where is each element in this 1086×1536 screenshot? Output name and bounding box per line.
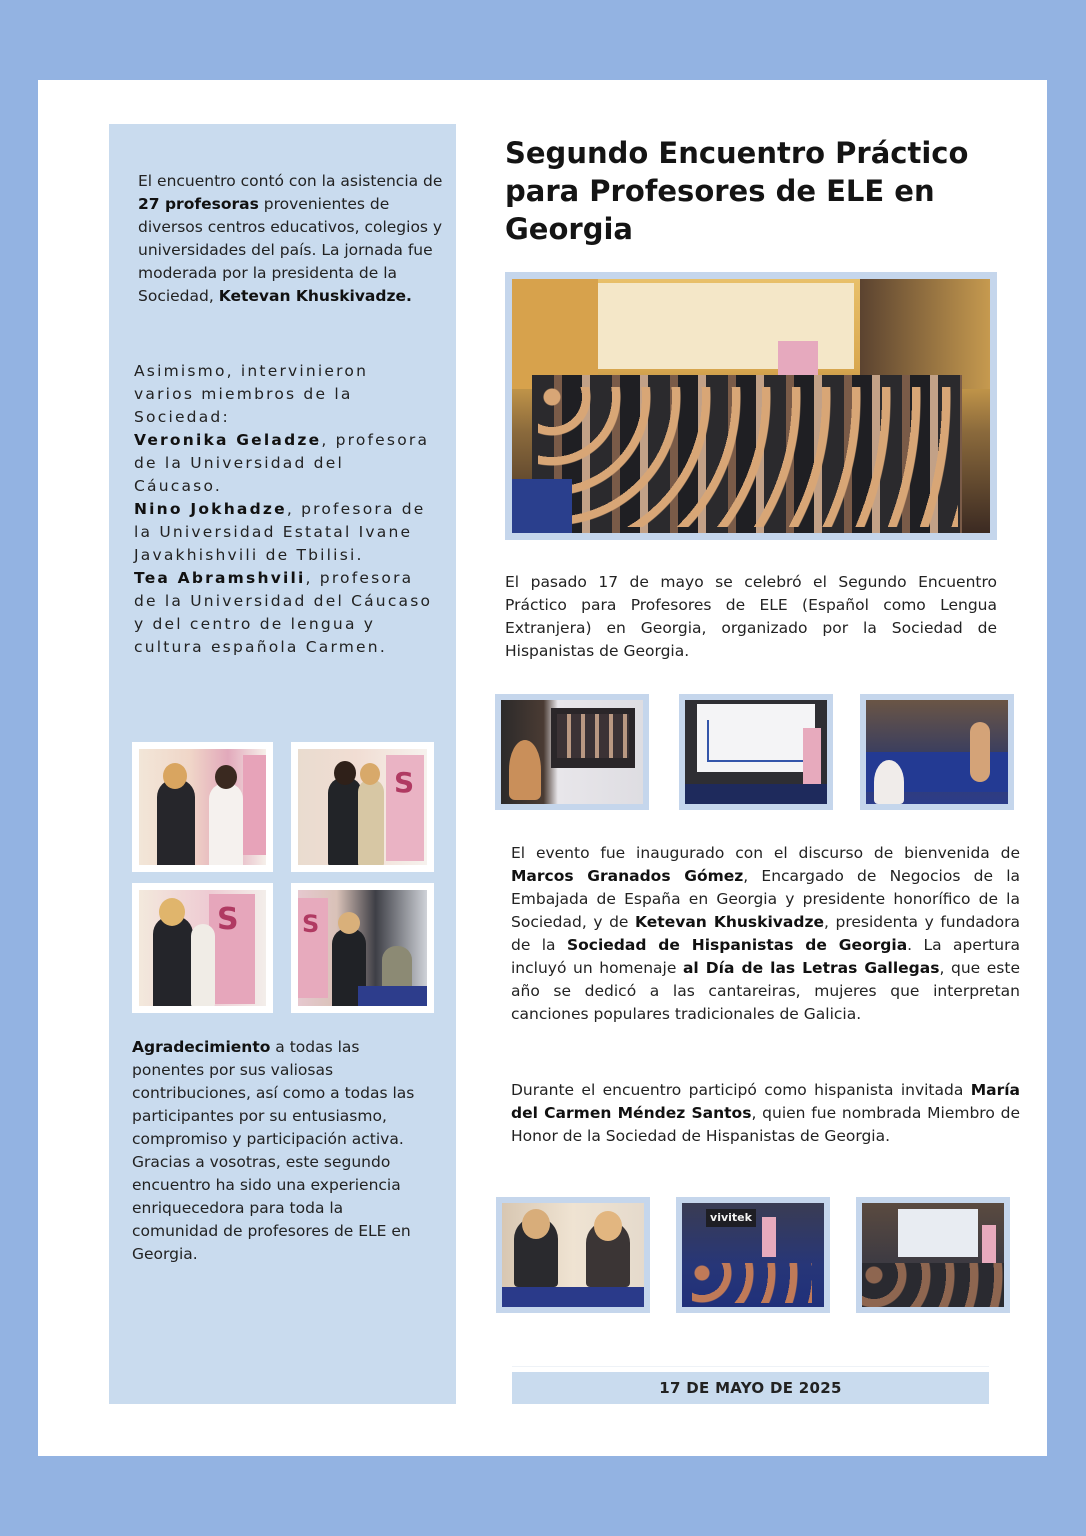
event-date: 17 DE MAYO DE 2025 — [659, 1379, 842, 1397]
thanks-text: a todas las ponentes por sus valiosas contribuciones, así como a todas las participantes por su entusiasmo, compromiso y participación activa. Gracias a vosotras, este segundo encuentro ha sido una experiencia enriquecedora para toda la comunidad de profesores de ELE en Georgia. — [132, 1038, 415, 1263]
photo-award-2: S — [291, 742, 434, 872]
moderator-name: Ketevan Khuskivadze. — [218, 287, 412, 305]
thanks-bold: Agradecimiento — [132, 1038, 271, 1056]
group-photo — [505, 272, 997, 540]
speakers-paragraph — [134, 360, 434, 659]
speaker-3-desc: , profesora de la Universidad del Cáucaso y del centro de lengua y cultura española Carmen. — [134, 569, 433, 656]
inaug-bold-4: al Día de las Letras Gallegas — [682, 959, 940, 977]
photo-presentation — [679, 694, 833, 810]
date-bar — [512, 1372, 989, 1404]
inaug-text-2: , Encargado de Negocios de la Embajada de España en Georgia y presidente honorífico de la Sociedad, y de — [511, 867, 1020, 931]
speaker-3-name: Tea Abramshvili — [134, 569, 306, 587]
guest-name: María del Carmen Méndez Santos — [511, 1081, 1020, 1122]
guest-text-1: Durante el encuentro participó como hispanista invitada — [511, 1081, 971, 1099]
photo-room-sign — [676, 1197, 830, 1313]
speaker-1-desc: , profesora de la Universidad del Cáucaso. — [134, 431, 430, 495]
inaug-bold-1: Marcos Granados Gómez — [511, 867, 744, 885]
inauguration-paragraph — [511, 842, 1020, 1026]
attendance-paragraph — [138, 170, 450, 308]
speakers-intro: Asimismo, intervinieron varios miembros de la Sociedad: — [134, 362, 369, 426]
speaker-2-desc: , profesora de la Universidad Estatal Ivane Javakhishvili de Tbilisi. — [134, 500, 426, 564]
photo-classroom — [860, 694, 1014, 810]
divider — [512, 1366, 989, 1367]
sidebar-panel — [109, 124, 456, 1404]
guest-text-2: , quien fue nombrada Miembro de Honor de la Sociedad de Hispanistas de Georgia. — [511, 1104, 1020, 1145]
speaker-2-name: Nino Jokhadze — [134, 500, 287, 518]
speaker-1-name: Veronika Geladze — [134, 431, 322, 449]
inaug-text-1: El evento fue inaugurado con el discurso de bienvenida de — [511, 844, 1020, 862]
attendance-text-2: provenientes de diversos centros educativos, colegios y universidades del país. La jornada fue moderada por la presidenta de la Sociedad, — [138, 195, 443, 305]
intro-paragraph: El pasado 17 de mayo se celebró el Segundo Encuentro Práctico para Profesores de ELE (Español como Lengua Extranjera) en Georgia, organizado por la Sociedad de Hispanistas de Georgia. — [505, 573, 997, 660]
guest-paragraph — [511, 1079, 1020, 1148]
newsletter-page — [38, 80, 1047, 1456]
vivitek-sign: vivitek — [706, 1209, 756, 1227]
inaug-text-5: , que este año se dedicó a las cantareiras, mujeres que interpretan canciones populares tradicionales de Galicia. — [511, 959, 1020, 1023]
photo-award-3: S — [132, 883, 273, 1013]
photo-panelists — [496, 1197, 650, 1313]
photo-award-4: S — [291, 883, 434, 1013]
page-title: Segundo Encuentro Práctico para Profesores de ELE en Georgia — [505, 136, 969, 246]
photo-award-1 — [132, 742, 273, 872]
inaug-bold-2: Ketevan Khuskivadze — [635, 913, 824, 931]
inaug-text-3: , presidenta y fundadora de la — [511, 913, 1020, 954]
thanks-paragraph — [132, 1036, 432, 1266]
inaug-bold-3: Sociedad de Hispanistas de Georgia — [566, 936, 908, 954]
attendance-count: 27 profesoras — [138, 195, 259, 213]
inaug-text-4: . La apertura incluyó un homenaje — [511, 936, 1020, 977]
attendance-text-1: El encuentro contó con la asistencia de — [138, 172, 443, 190]
photo-lecture-room — [856, 1197, 1010, 1313]
photo-projection — [495, 694, 649, 810]
